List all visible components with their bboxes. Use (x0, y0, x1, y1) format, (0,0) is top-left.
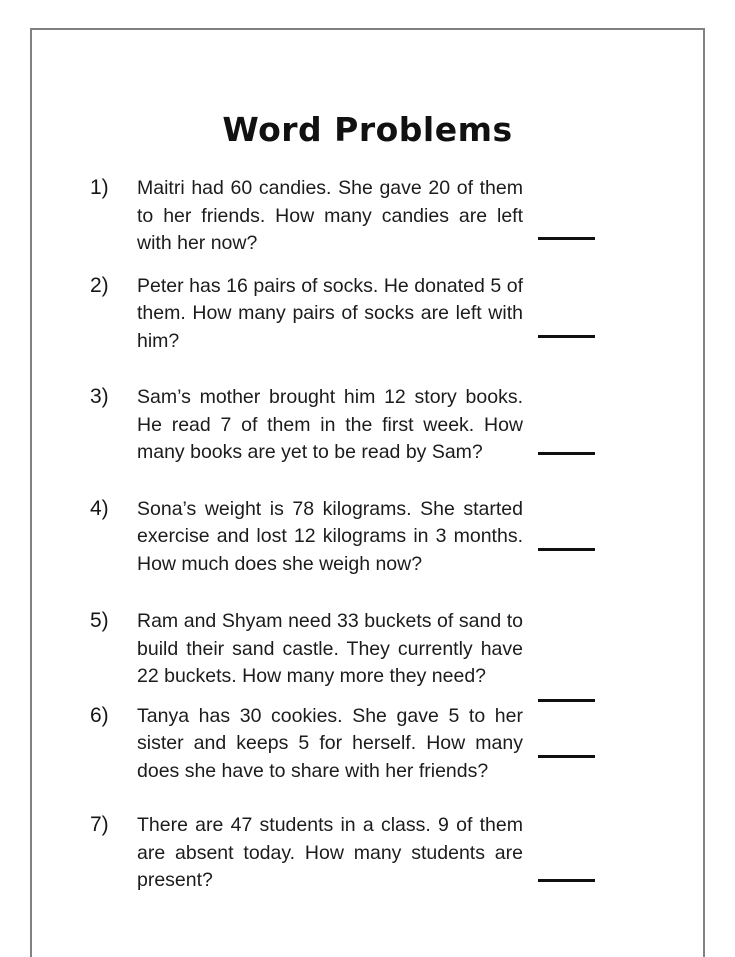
problem-text: Tanya has 30 cookies. She gave 5 to her sister and keeps 5 for herself. How many does she have to share with her friends? (137, 704, 523, 782)
problem-number: 3) (90, 385, 109, 408)
problem-text: Ram and Shyam need 33 buckets of sand to build their sand castle. They currently have 22 buckets. How many more they need? (137, 610, 523, 687)
problem-item-7 (32, 812, 703, 895)
problem-text: Peter has 16 pairs of socks. He donated 5 of them. How many pairs of socks are left with him? (137, 274, 523, 352)
problem-item-4 (32, 496, 703, 579)
problem-text: Maitri had 60 candies. She gave 20 of them to her friends. How many candies are left with her now? (137, 177, 523, 254)
problem-number: 6) (90, 703, 109, 727)
page-frame (30, 28, 705, 957)
answer-blank (538, 879, 595, 882)
problem-text: Sona’s weight is 78 kilograms. She started exercise and lost 12 kilograms in 3 months. How much does she weigh now? (137, 497, 523, 575)
answer-blank (538, 237, 595, 240)
answer-blank (538, 548, 595, 551)
problem-item-5 (32, 608, 703, 691)
problem-text: Sam’s mother brought him 12 story books. He read 7 of them in the first week. How many books are yet to be read by Sam? (137, 386, 523, 463)
problem-item-3 (32, 384, 703, 467)
problem-item-6 (32, 703, 703, 786)
answer-blank (538, 335, 595, 338)
answer-blank (538, 452, 595, 455)
problem-number: 7) (90, 813, 109, 836)
problem-number: 4) (90, 496, 109, 520)
problem-number: 1) (90, 176, 109, 199)
problem-item-2 (32, 273, 703, 356)
problem-number: 2) (90, 273, 109, 297)
worksheet-title: Word Problems (222, 110, 513, 149)
problem-item-1 (32, 175, 703, 258)
problem-number: 5) (90, 609, 109, 632)
problem-text: There are 47 students in a class. 9 of them are absent today. How many students are present? (137, 814, 523, 891)
answer-blank (538, 755, 595, 758)
problem-list (32, 175, 703, 895)
